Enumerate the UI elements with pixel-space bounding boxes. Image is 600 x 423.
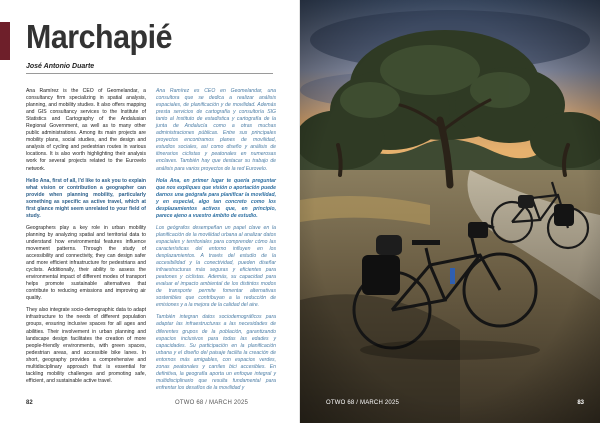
article-author: José Antonio Duarte [26,63,95,70]
title-divider [26,73,273,74]
spanish-intro: Ana Ramírez es CEO en Geomelandar, una consultora que se dedica a realizar análisis espaciales, de planificación y de movilidad. Además presta servicios de cartografía y consultoría SIG tanto al Instituto de estadística y cartografía de la junta de Andalucía como a otras muchas administraciones públicas. Entre sus principales proyectos encontramos planes de movilidad, estudios sociales, así como diseño y análisis de itinerarios ciclistas y peatonales en numerosas enclaves. También hay que destacar su trabajo de análisis para varios proyectos de la red Eurovelo. [156,88,276,172]
issue-footer-left: OTWO 68 / MARCH 2025 [175,400,249,406]
article-title: Marchapié [26,18,173,55]
bicycles-olive-trees-photo [300,0,600,423]
right-page [300,0,600,423]
spanish-answer-1: Los geógrafos desempeñan un papel clave en la planificación de la movilidad urbana al analizar datos espaciales y territoriales para comprender cómo las características del entorno influyen en los desplazamientos. A través del estudio de la accesibilidad y la conectividad, pueden diseñar infraestructuras más seguras y eficientes para peatones y ciclistas. Además, su capacidad para evaluar el impacto ambiental de los distintos modos de transporte permite fomentar alternativas sostenibles que contribuyan a la reducción de emisiones y a la mejora de la calidad del aire. [156,224,276,309]
spanish-answer-2: También integran datos sociodemográficos para adaptar las infraestructuras a las necesidades de diferentes grupos de la población, garantizando espacios inclusivos para todas las edades y capacidades. Su participación en la planificación urbana y el diseño del paisaje facilita la creación de entornos más amigables, con espacios verdes, zonas peatonales y carriles bici accesibles. En definitiva, la geografía aporta un enfoque integral y multidisciplinario que resulta fundamental para enfrentar los desafíos de la movilidad y [156,314,276,391]
english-intro: Ana Ramírez is the CEO of Geomelandar, a consultancy firm specializing in spatial analysis, planning, and mobility studies. It also offers mapping and GIS consultancy services to the Institute of Statistics and Cartography of the Andalusian Regional Government, as well as to many other public administrations. Among its main projects are mobility plans, social studies, and the design and analysis of cycling and pedestrian routes in various locations. It is also worth highlighting their analysis work for several projects related to the Eurovelo network. [26,88,146,172]
spanish-column [156,88,276,397]
page-number-right: 83 [577,400,584,406]
english-answer-2: They also integrate socio-demographic data to adapt infrastructure to the needs of different population groups, ensuring inclusive spaces for all ages and abilities. Their involvement in urban planning and landscape design facilitates the creation of more people-friendly environments, with green spaces, pedestrian areas, and accessible bike lanes. In short, geography provides a comprehensive and multidisciplinary approach that is essential for tackling mobility challenges and promoting safe, efficient, and sustainable active travel. [26,307,146,384]
spanish-question: Hola Ana, en primer lugar te quería preguntar que nos expliques que visión o aportación puede darnos una geógrafa para planificar la movilidad, y en especial, algo tan concreto como los desplazamientos activos que, en principio, parece ajeno a vuestro ámbito de estudio. [156,177,276,219]
title-accent-bar [0,22,10,60]
english-answer-1: Geographers play a key role in urban mobility planning by analyzing spatial and territorial data to understand how environmental features influence movement patterns. Through the study of accessibility and connectivity, they can design safer and more efficient infrastructure for pedestrians and cyclists. Additionally, their ability to assess the environmental impact of different modes of transport helps promote sustainable alternatives that contribute to reducing emissions and improving air quality. [26,224,146,302]
english-column [26,88,146,390]
english-question: Hello Ana, first of all, I'd like to ask you to explain what vision or contribution a geographer can provide when planning mobility, particularly something as specific as active travel, which at first glance might seem unrelated to your field of study. [26,177,146,219]
issue-footer-right: OTWO 68 / MARCH 2025 [326,400,400,406]
page-number-left: 82 [26,400,33,406]
